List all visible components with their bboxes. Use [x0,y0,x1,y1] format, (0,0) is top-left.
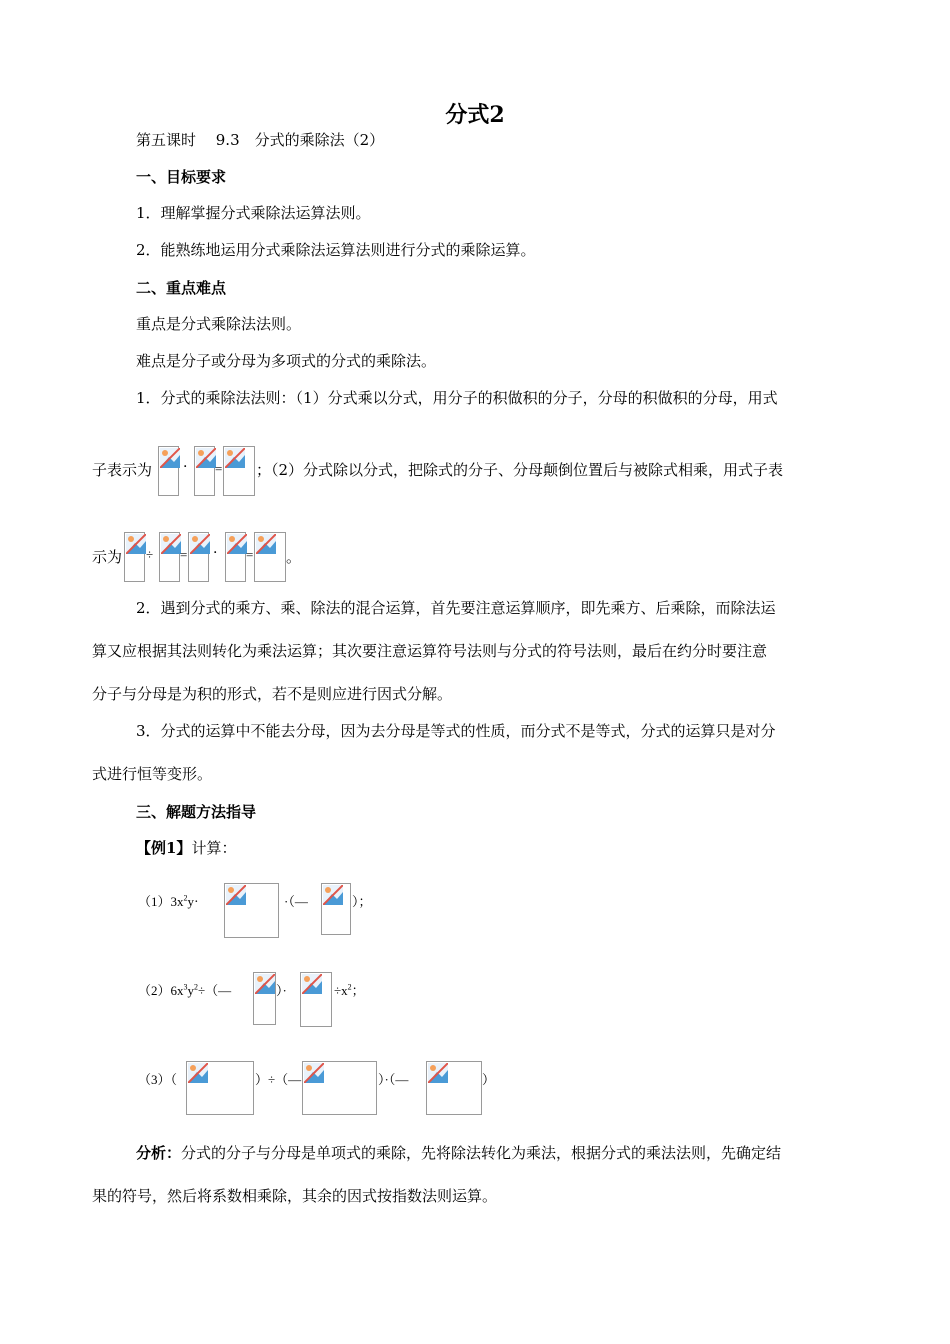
difficult-point: 难点是分子或分母为多项式的分式的乘除法。 [136,352,437,370]
problem-label: （1） [138,894,171,909]
rule2-line3: 分子与分母是为积的形式，若不是则应进行因式分解。 [92,685,453,703]
exponent: 2 [183,893,188,903]
exponent: 2 [347,982,352,992]
multiply-dot: · [194,895,199,910]
rule1-line3-prefix: 示为 [92,548,123,566]
rule2-line1: 2．遇到分式的乘方、乘、除法的混合运算，首先要注意运算顺序，即先乘方、后乘除，而除法运 [136,599,776,617]
multiply-dot: · [183,459,188,475]
exponent: 2 [194,982,199,992]
rule3-line1: 3．分式的运算中不能去分母，因为去分母是等式的性质，而分式不是等式，分式的运算只是对分 [136,722,776,740]
problem-label: （3） [138,1072,171,1087]
problem-3-close: ） [482,1072,496,1087]
exponent: 3 [183,982,188,992]
math-term: y [187,983,195,998]
math-term: ÷（— [198,983,232,998]
lesson-subtitle: 第五课时 9.3 分式的乘除法（2） [136,131,385,149]
formula-image [321,883,351,935]
formula-image [124,532,145,582]
multiply-dot: · [213,545,218,561]
formula-image [302,1061,377,1115]
formula-image [223,446,255,496]
rule1-line2-prefix: 子表示为 [92,461,153,479]
section-heading-key-points: 二、重点难点 [136,279,227,297]
analysis-line-2: 果的符号，然后将系数相乘除，其余的因式按指数法则运算。 [92,1187,498,1205]
analysis-line-1 [136,1143,781,1163]
example-label: 【例1】 [136,839,192,857]
section-heading-methods: 三、解题方法指导 [136,803,257,821]
example-1-heading [136,838,236,858]
key-point: 重点是分式乘除法法则。 [136,315,302,333]
problem-3-prefix [138,1069,177,1088]
rule2-line2: 算又应根据其法则转化为乘法运算；其次要注意运算符号法则与分式的符号法则，最后在约分时要注意 [92,642,768,660]
math-term: y [187,894,195,909]
math-term: ； [351,983,365,998]
formula-image [224,883,279,938]
formula-image [300,972,332,1027]
problem-label: （2） [138,983,171,998]
rule1-line1: 1．分式的乘除法法则：（1）分式乘以分式，用分子的积做积的分子，分母的积做积的分母，用式 [136,389,778,407]
formula-image [158,446,179,496]
formula-image [426,1061,482,1115]
equals-sign: = [215,461,223,476]
formula-image [225,532,246,582]
section-heading-goals: 一、目标要求 [136,168,227,186]
formula-image [188,532,209,582]
problem-3-middle-1: ）÷（— [255,1072,302,1087]
formula-image [194,446,215,496]
problem-2-end [334,980,365,999]
rule3-line2: 式进行恒等变形。 [92,765,213,783]
formula-image [186,1061,254,1115]
problem-1-prefix [138,891,199,911]
divide-sign: ÷ [146,547,154,562]
formula-image [253,972,276,1025]
equals-sign: = [180,547,188,562]
equals-sign: = [246,547,254,562]
math-term: （ [170,1072,178,1087]
problem-3-middle-2: ）·（— [378,1072,409,1087]
math-term: ÷x [334,983,348,998]
rule1-line2-rest: ；（2）分式除以分式，把除式的分子、分母颠倒位置后与被除式相乘，用式子表 [256,461,784,479]
page-title: 分式2 [445,102,505,128]
example-text: 计算： [191,839,237,857]
problem-2-middle: ）· [276,983,287,998]
formula-image [159,532,180,582]
math-term: 6x [170,983,184,998]
problem-2-prefix [138,980,231,999]
problem-1-end: ）； [352,894,372,909]
analysis-text: 分式的分子与分母是单项式的乘除，先将除法转化为乘法，根据分式的乘法法则，先确定结 [181,1144,782,1162]
problem-1-middle: ·（— [284,894,308,909]
goal-item-2: 2．能熟练地运用分式乘除法运算法则进行分式的乘除运算。 [136,241,536,259]
math-term: 3x [170,894,184,909]
analysis-label: 分析： [136,1144,182,1162]
formula-image [254,532,286,582]
goal-item-1: 1．理解掌握分式乘除法运算法则。 [136,204,371,222]
rule1-line3-end: 。 [286,548,302,566]
